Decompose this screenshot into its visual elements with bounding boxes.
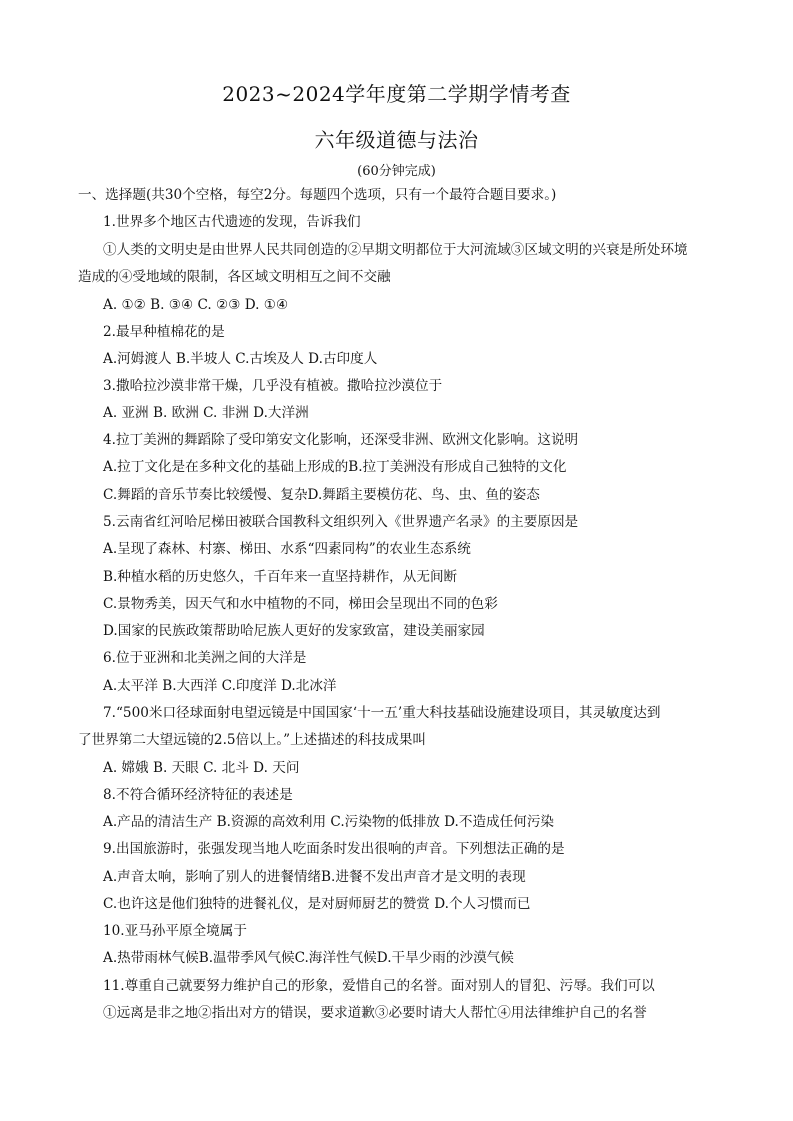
q1-stem: 1.世界多个地区古代遗迹的发现，告诉我们 xyxy=(103,214,361,230)
q6-stem: 6.位于亚洲和北美洲之间的大洋是 xyxy=(103,650,307,666)
q8-stem: 8.不符合循环经济特征的表述是 xyxy=(103,787,293,803)
q5-option-c: C.景物秀美，因天气和水中植物的不同，梯田会呈现出不同的色彩 xyxy=(103,596,498,612)
exam-subject: 六年级道德与法治 xyxy=(314,128,479,152)
q2-options: A.河姆渡人 B.半坡人 C.古埃及人 D.古印度人 xyxy=(103,351,378,367)
q9-stem: 9.出国旅游时，张强发现当地人吃面条时发出很响的声音。下列想法正确的是 xyxy=(103,841,565,857)
q1-statements-line2: 造成的④受地域的限制，各区域文明相互之间不交融 xyxy=(78,269,391,285)
q1-statements-line1: ①人类的文明史是由世界人民共同创造的②早期文明都位于大河流域③区域文明的兴衰是所处环境 xyxy=(103,242,688,258)
q7-stem-line2: 了世界第二大望远镜的2.5倍以上。”上述描述的科技成果叫 xyxy=(78,732,427,748)
q9-options-line1: A.声音太响，影响了别人的进餐情绪B.进餐不发出声音才是文明的表现 xyxy=(103,869,526,885)
q10-options: A.热带雨林气候B.温带季风气候C.海洋性气候D.干旱少雨的沙漠气候 xyxy=(103,950,514,966)
exam-title: 2023~2024学年度第二学期学情考查 xyxy=(222,82,571,106)
q3-stem: 3.撒哈拉沙漠非常干燥，几乎没有植被。撒哈拉沙漠位于 xyxy=(103,378,443,394)
q4-options-line1: A.拉丁文化是在多种文化的基础上形成的B.拉丁美洲没有形成自己独特的文化 xyxy=(103,459,567,475)
q5-option-d: D.国家的民族政策帮助哈尼族人更好的发家致富，建设美丽家园 xyxy=(103,623,485,639)
q8-options: A.产品的清洁生产 B.资源的高效利用 C.污染物的低排放 D.不造成任何污染 xyxy=(103,814,555,830)
q10-stem: 10.亚马孙平原全境属于 xyxy=(103,923,247,939)
q5-stem: 5.云南省红河哈尼梯田被联合国教科文组织列入《世界遗产名录》的主要原因是 xyxy=(103,514,579,530)
q1-options: A. ①② B. ③④ C. ②③ D. ①④ xyxy=(103,297,289,313)
q7-options: A. 嫦娥 B. 天眼 C. 北斗 D. 天问 xyxy=(103,760,300,776)
q11-stem: 11.尊重自己就要努力维护自己的形象，爱惜自己的名誉。面对别人的冒犯、污辱。我们可以 xyxy=(103,978,655,994)
q3-options: A. 亚洲 B. 欧洲 C. 非洲 D.大洋洲 xyxy=(103,405,309,421)
q11-statements: ①远离是非之地②指出对方的错误，要求道歉③必要时请大人帮忙④用法律维护自己的名誉 xyxy=(103,1005,647,1021)
q5-option-b: B.种植水稻的历史悠久，千百年来一直坚持耕作，从无间断 xyxy=(103,569,458,585)
q7-stem-line1: 7.“500米口径球面射电望远镜是中国国家‘十一五’重大科技基础设施建设项目，其灵敏度达到 xyxy=(103,705,661,721)
time-note: (60分钟完成) xyxy=(357,164,436,179)
q5-option-a: A.呈现了森林、村寨、梯田、水系“四素同构”的农业生态系统 xyxy=(103,541,471,557)
q6-options: A.太平洋 B.大西洋 C.印度洋 D.北冰洋 xyxy=(103,678,337,694)
section-heading: 一、选择题(共30个空格，每空2分。每题四个选项，只有一个最符合题目要求。) xyxy=(78,187,557,203)
q2-stem: 2.最早种植棉花的是 xyxy=(103,324,225,340)
q4-stem: 4.拉丁美洲的舞蹈除了受印第安文化影响，还深受非洲、欧洲文化影响。这说明 xyxy=(103,432,579,448)
q9-options-line2: C.也许这是他们独特的进餐礼仪，是对厨师厨艺的赞赏 D.个人习惯而已 xyxy=(103,896,531,912)
q4-options-line2: C.舞蹈的音乐节奏比较缓慢、复杂D.舞蹈主要模仿花、鸟、虫、鱼的姿态 xyxy=(103,487,540,503)
